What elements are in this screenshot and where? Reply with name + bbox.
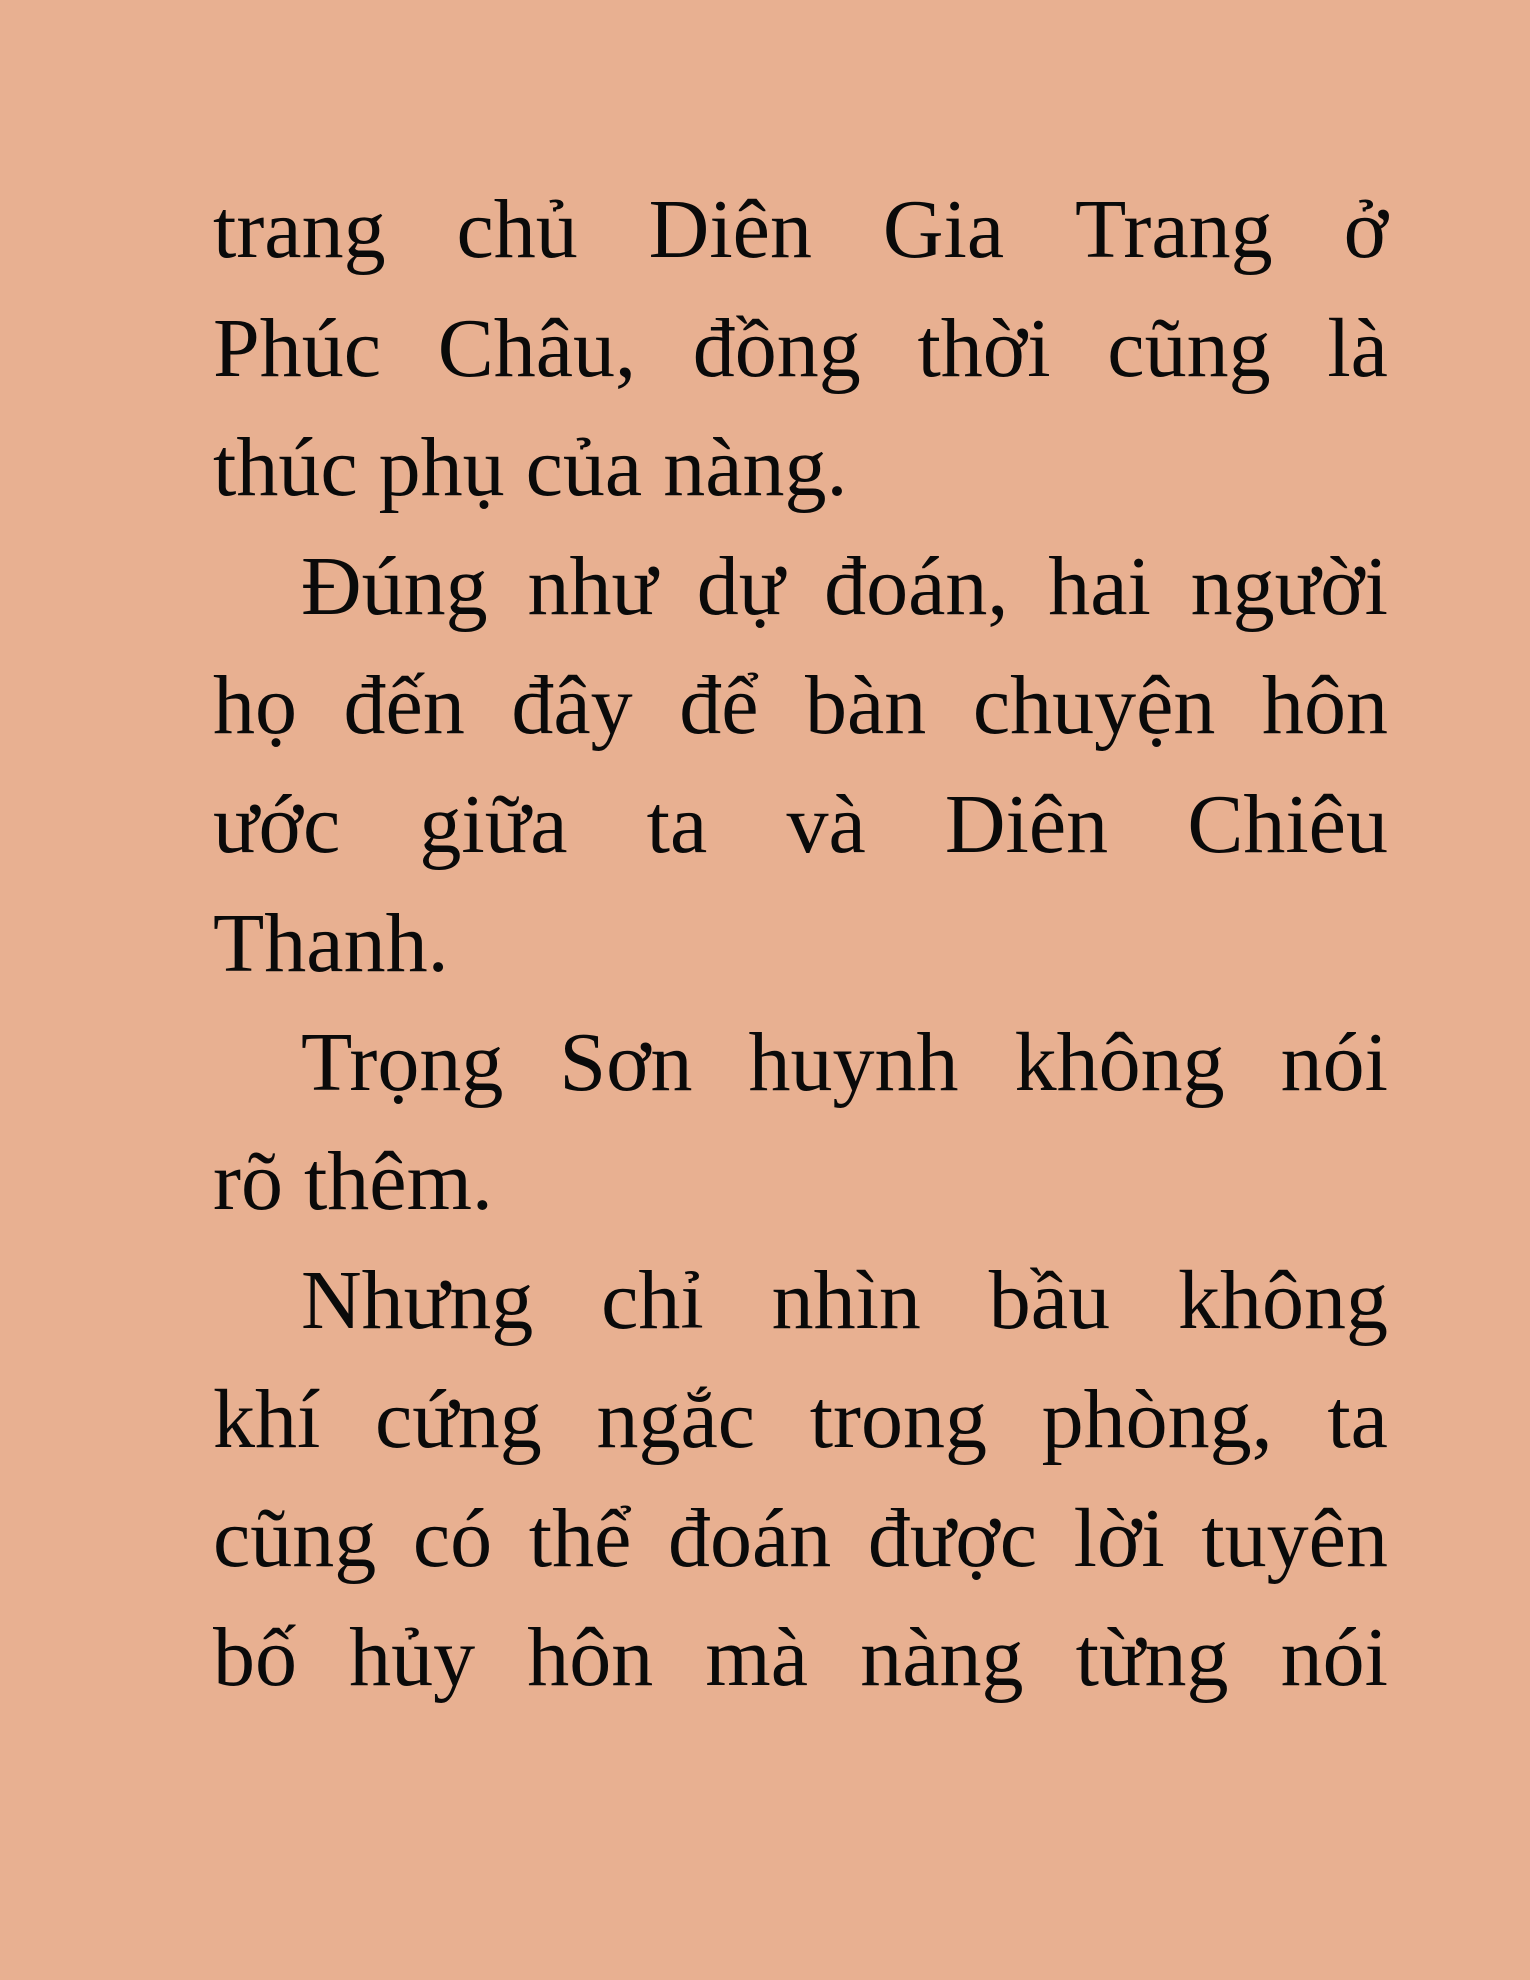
text-line: Thanh. bbox=[213, 897, 449, 990]
word: như bbox=[527, 540, 657, 633]
word: Trang bbox=[1075, 183, 1273, 276]
word: từng bbox=[1075, 1611, 1229, 1704]
word: hai bbox=[1048, 540, 1151, 633]
word: hôn bbox=[1261, 659, 1388, 752]
word: Đúng bbox=[301, 540, 488, 633]
word: không bbox=[1014, 1016, 1225, 1109]
word: ở bbox=[1343, 183, 1388, 276]
word: ta bbox=[646, 778, 708, 871]
word: trong bbox=[809, 1373, 988, 1466]
word: Sơn bbox=[559, 1016, 693, 1109]
text-line bbox=[213, 527, 1388, 646]
text-line bbox=[213, 1003, 1388, 1122]
word: Nhưng bbox=[301, 1254, 534, 1347]
word: đoán, bbox=[824, 540, 1009, 633]
word: nàng bbox=[860, 1611, 1024, 1704]
word: đây bbox=[511, 659, 633, 752]
word: có bbox=[412, 1492, 493, 1585]
word: Chiêu bbox=[1187, 778, 1388, 871]
text-line bbox=[213, 646, 1388, 765]
paragraph-2 bbox=[213, 527, 1388, 1003]
word: nói bbox=[1280, 1016, 1388, 1109]
word: đến bbox=[343, 659, 465, 752]
text-line bbox=[213, 1360, 1388, 1479]
word: người bbox=[1190, 540, 1388, 633]
word: bầu bbox=[988, 1254, 1111, 1347]
word: ngắc bbox=[596, 1373, 756, 1466]
text-line bbox=[213, 170, 1388, 289]
paragraph-3 bbox=[213, 1003, 1388, 1241]
word: khí bbox=[213, 1373, 321, 1466]
word: Trọng bbox=[301, 1016, 504, 1109]
text-line bbox=[213, 1479, 1388, 1598]
word: ước bbox=[213, 778, 341, 871]
word: cứng bbox=[375, 1373, 542, 1466]
word: huynh bbox=[748, 1016, 959, 1109]
word: thời bbox=[917, 302, 1051, 395]
word: cũng bbox=[213, 1492, 377, 1585]
word: mà bbox=[705, 1611, 809, 1704]
word: bố bbox=[213, 1611, 297, 1704]
word: Châu, bbox=[437, 302, 637, 395]
word: ta bbox=[1327, 1373, 1388, 1466]
word: lời bbox=[1073, 1492, 1165, 1585]
word: Diên bbox=[944, 778, 1109, 871]
text-line bbox=[213, 1598, 1388, 1717]
word: được bbox=[867, 1492, 1038, 1585]
word: đồng bbox=[692, 302, 861, 395]
word: hôn bbox=[527, 1611, 654, 1704]
text-line bbox=[213, 765, 1388, 884]
word: chuyện bbox=[972, 659, 1216, 752]
word: nhìn bbox=[771, 1254, 921, 1347]
word: bàn bbox=[805, 659, 927, 752]
word: chủ bbox=[456, 183, 578, 276]
text-line bbox=[213, 289, 1388, 408]
text-line bbox=[213, 1241, 1388, 1360]
word: Phúc bbox=[213, 302, 381, 395]
word: Gia bbox=[882, 183, 1005, 276]
word: không bbox=[1177, 1254, 1388, 1347]
paragraph-4 bbox=[213, 1241, 1388, 1717]
word: thể bbox=[528, 1492, 632, 1585]
paragraph-1 bbox=[213, 170, 1388, 527]
word: cũng bbox=[1107, 302, 1271, 395]
word: chỉ bbox=[601, 1254, 704, 1347]
word: giữa bbox=[419, 778, 568, 871]
word: là bbox=[1327, 302, 1388, 395]
word: hủy bbox=[349, 1611, 476, 1704]
text-line: rõ thêm. bbox=[213, 1135, 493, 1228]
document-body bbox=[213, 170, 1388, 1717]
word: dự bbox=[696, 540, 785, 633]
word: họ bbox=[213, 659, 297, 752]
word: tuyên bbox=[1201, 1492, 1388, 1585]
word: phòng, bbox=[1041, 1373, 1273, 1466]
word: trang bbox=[213, 183, 386, 276]
word: và bbox=[786, 778, 866, 871]
word: Diên bbox=[648, 183, 812, 276]
text-line: thúc phụ của nàng. bbox=[213, 421, 848, 514]
word: nói bbox=[1280, 1611, 1388, 1704]
word: đoán bbox=[667, 1492, 832, 1585]
word: để bbox=[679, 659, 759, 752]
